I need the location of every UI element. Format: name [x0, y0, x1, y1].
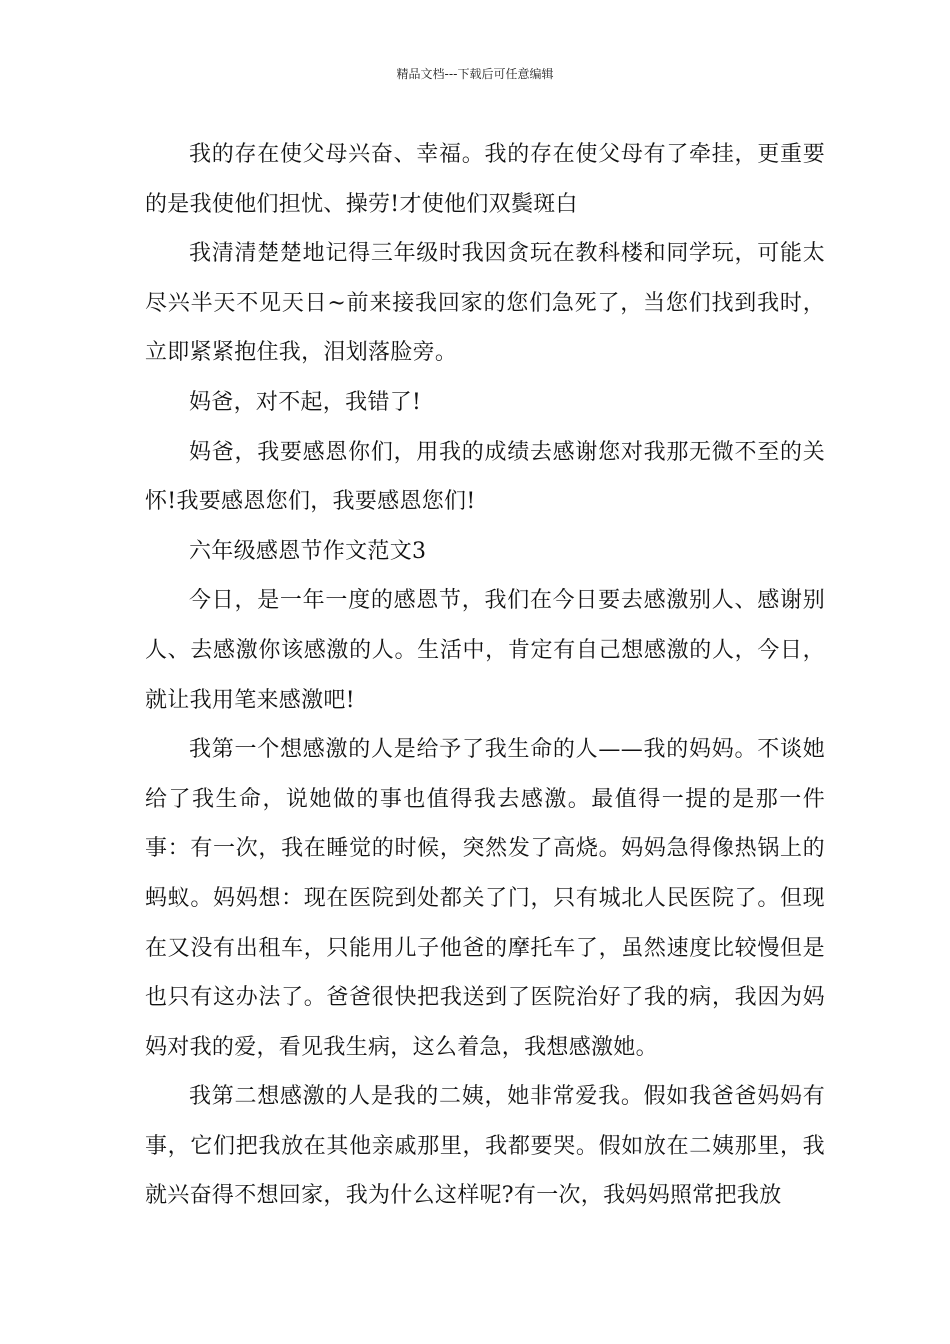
paragraph-7: 我第二想感激的人是我的二姨，她非常爱我。假如我爸爸妈妈有事，它们把我放在其他亲戚那里，我都要哭。假如放在二姨那里，我就兴奋得不想回家，我为什么这样呢?有一次，我妈妈照常把我放 — [145, 1084, 825, 1209]
paragraph-3: 妈爸，对不起，我错了! — [189, 389, 422, 415]
page-header: 精品文档---下载后可任意编辑 — [396, 67, 554, 81]
paragraph-6: 我第一个想感激的人是给予了我生命的人——我的妈妈。不谈她给了我生命，说她做的事也值得我去感激。最值得一提的是那一件事：有一次，我在睡觉的时候，突然发了高烧。妈妈急得像热锅上的蚂蚁。妈妈想：现在医院到处都关了门，只有城北人民医院了。但现在又没有出租车，只能用儿子他爸的摩托车了，虽然速度比较慢但是也只有这办法了。爸爸很快把我送到了医院治好了我的病，我因为妈妈对我的爱，看见我生病，这么着急，我想感激她。 — [145, 737, 825, 1060]
section-title: 六年级感恩节作文范文3 — [189, 538, 427, 564]
paragraph-4: 妈爸，我要感恩你们，用我的成绩去感谢您对我那无微不至的关怀!我要感恩您们，我要感恩您们! — [145, 439, 825, 515]
paragraph-5: 今日，是一年一度的感恩节，我们在今日要去感激别人、感谢别人、去感激你该感激的人。生活中，肯定有自己想感激的人，今日，就让我用笔来感激吧! — [145, 588, 825, 713]
paragraph-1: 我的存在使父母兴奋、幸福。我的存在使父母有了牵挂，更重要的是我使他们担忧、操劳!才使他们双鬓斑白 — [145, 142, 825, 217]
paragraph-2: 我清清楚楚地记得三年级时我因贪玩在教科楼和同学玩，可能太尽兴半天不见天日~前来接我回家的您们急死了，当您们找到我时，立即紧紧抱住我，泪划落脸旁。 — [145, 241, 825, 366]
document-body — [145, 130, 825, 1221]
